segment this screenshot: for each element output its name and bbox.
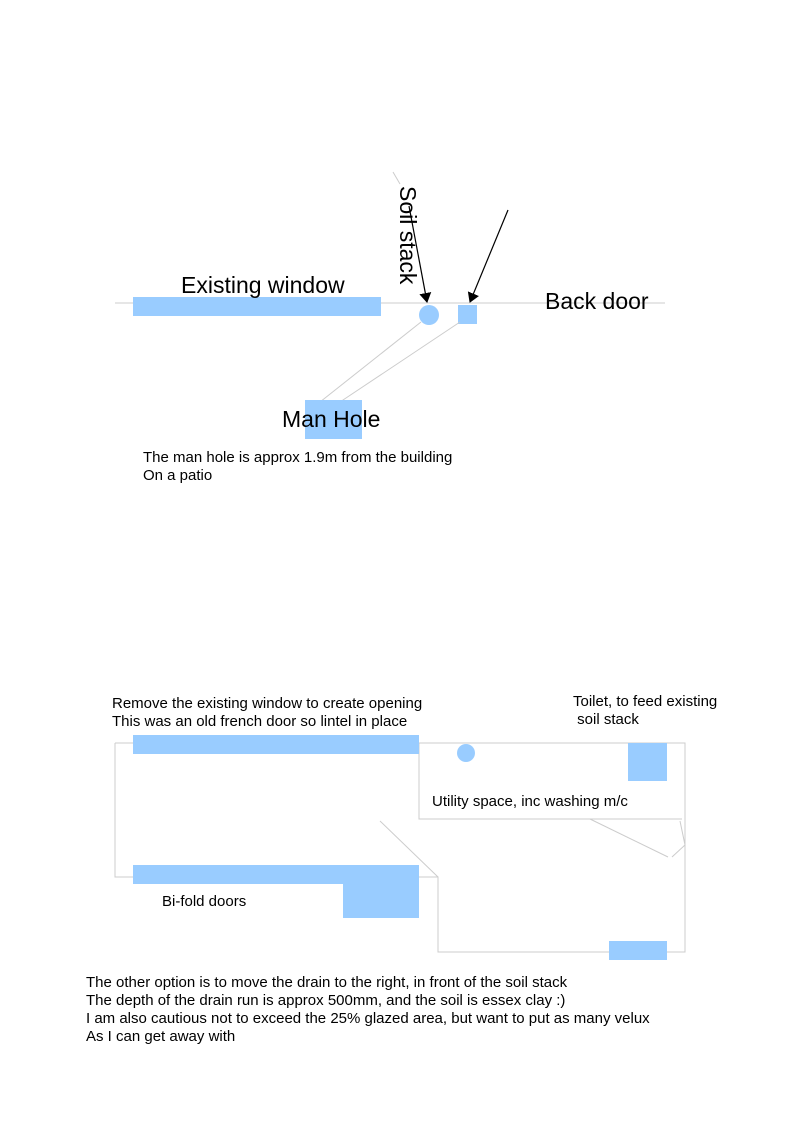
existing-window-label: Existing window: [181, 272, 345, 298]
window-note-line-2: This was an old french door so lintel in place: [112, 713, 408, 730]
extension-outline: [115, 743, 685, 952]
bi-fold-doors: [133, 865, 419, 884]
existing-window-bottom: [133, 735, 419, 754]
soil-stack-label: Soil stack: [395, 186, 421, 285]
footer-notes: [86, 974, 650, 1045]
footer-line-4: As I can get away with: [86, 1028, 236, 1045]
man-hole-note-line-1: The man hole is approx 1.9m from the building: [143, 449, 453, 466]
drain-run-line-2: [340, 322, 460, 402]
utility-door-mark: [672, 821, 685, 857]
footer-line-3: I am also cautious not to exceed the 25% glazed area, but want to put as many velux: [86, 1010, 650, 1027]
back-door-gully: [458, 305, 477, 324]
bottom-fixture: [609, 941, 667, 960]
utility-door-swing-line: [590, 819, 668, 857]
soil-stack-leader: [393, 172, 400, 184]
footer-line-2: The depth of the drain run is approx 500mm, and the soil is essex clay :): [86, 992, 566, 1009]
bi-fold-doors-label: Bi-fold doors: [162, 893, 247, 910]
footer-line-1: The other option is to move the drain to the right, in front of the soil stack: [86, 974, 568, 991]
back-door-arrow: [470, 210, 508, 302]
drain-run-line-1: [320, 322, 421, 402]
window-note-line-1: Remove the existing window to create opening: [112, 695, 423, 712]
back-door-label: Back door: [545, 288, 649, 314]
kitchen-unit: [343, 884, 419, 918]
toilet-note-line-2: soil stack: [573, 711, 639, 728]
toilet-note-line-1: Toilet, to feed existing: [573, 693, 718, 710]
utility-label: Utility space, inc washing m/c: [432, 793, 628, 810]
toilet: [628, 743, 667, 781]
soil-stack-bottom: [457, 744, 475, 762]
soil-stack: [419, 305, 439, 325]
existing-window: [133, 297, 381, 316]
bottom-diagram: [112, 693, 717, 960]
man-hole-label: Man Hole: [282, 406, 381, 432]
top-diagram: [115, 172, 665, 484]
man-hole-note-line-2: On a patio: [143, 467, 213, 484]
